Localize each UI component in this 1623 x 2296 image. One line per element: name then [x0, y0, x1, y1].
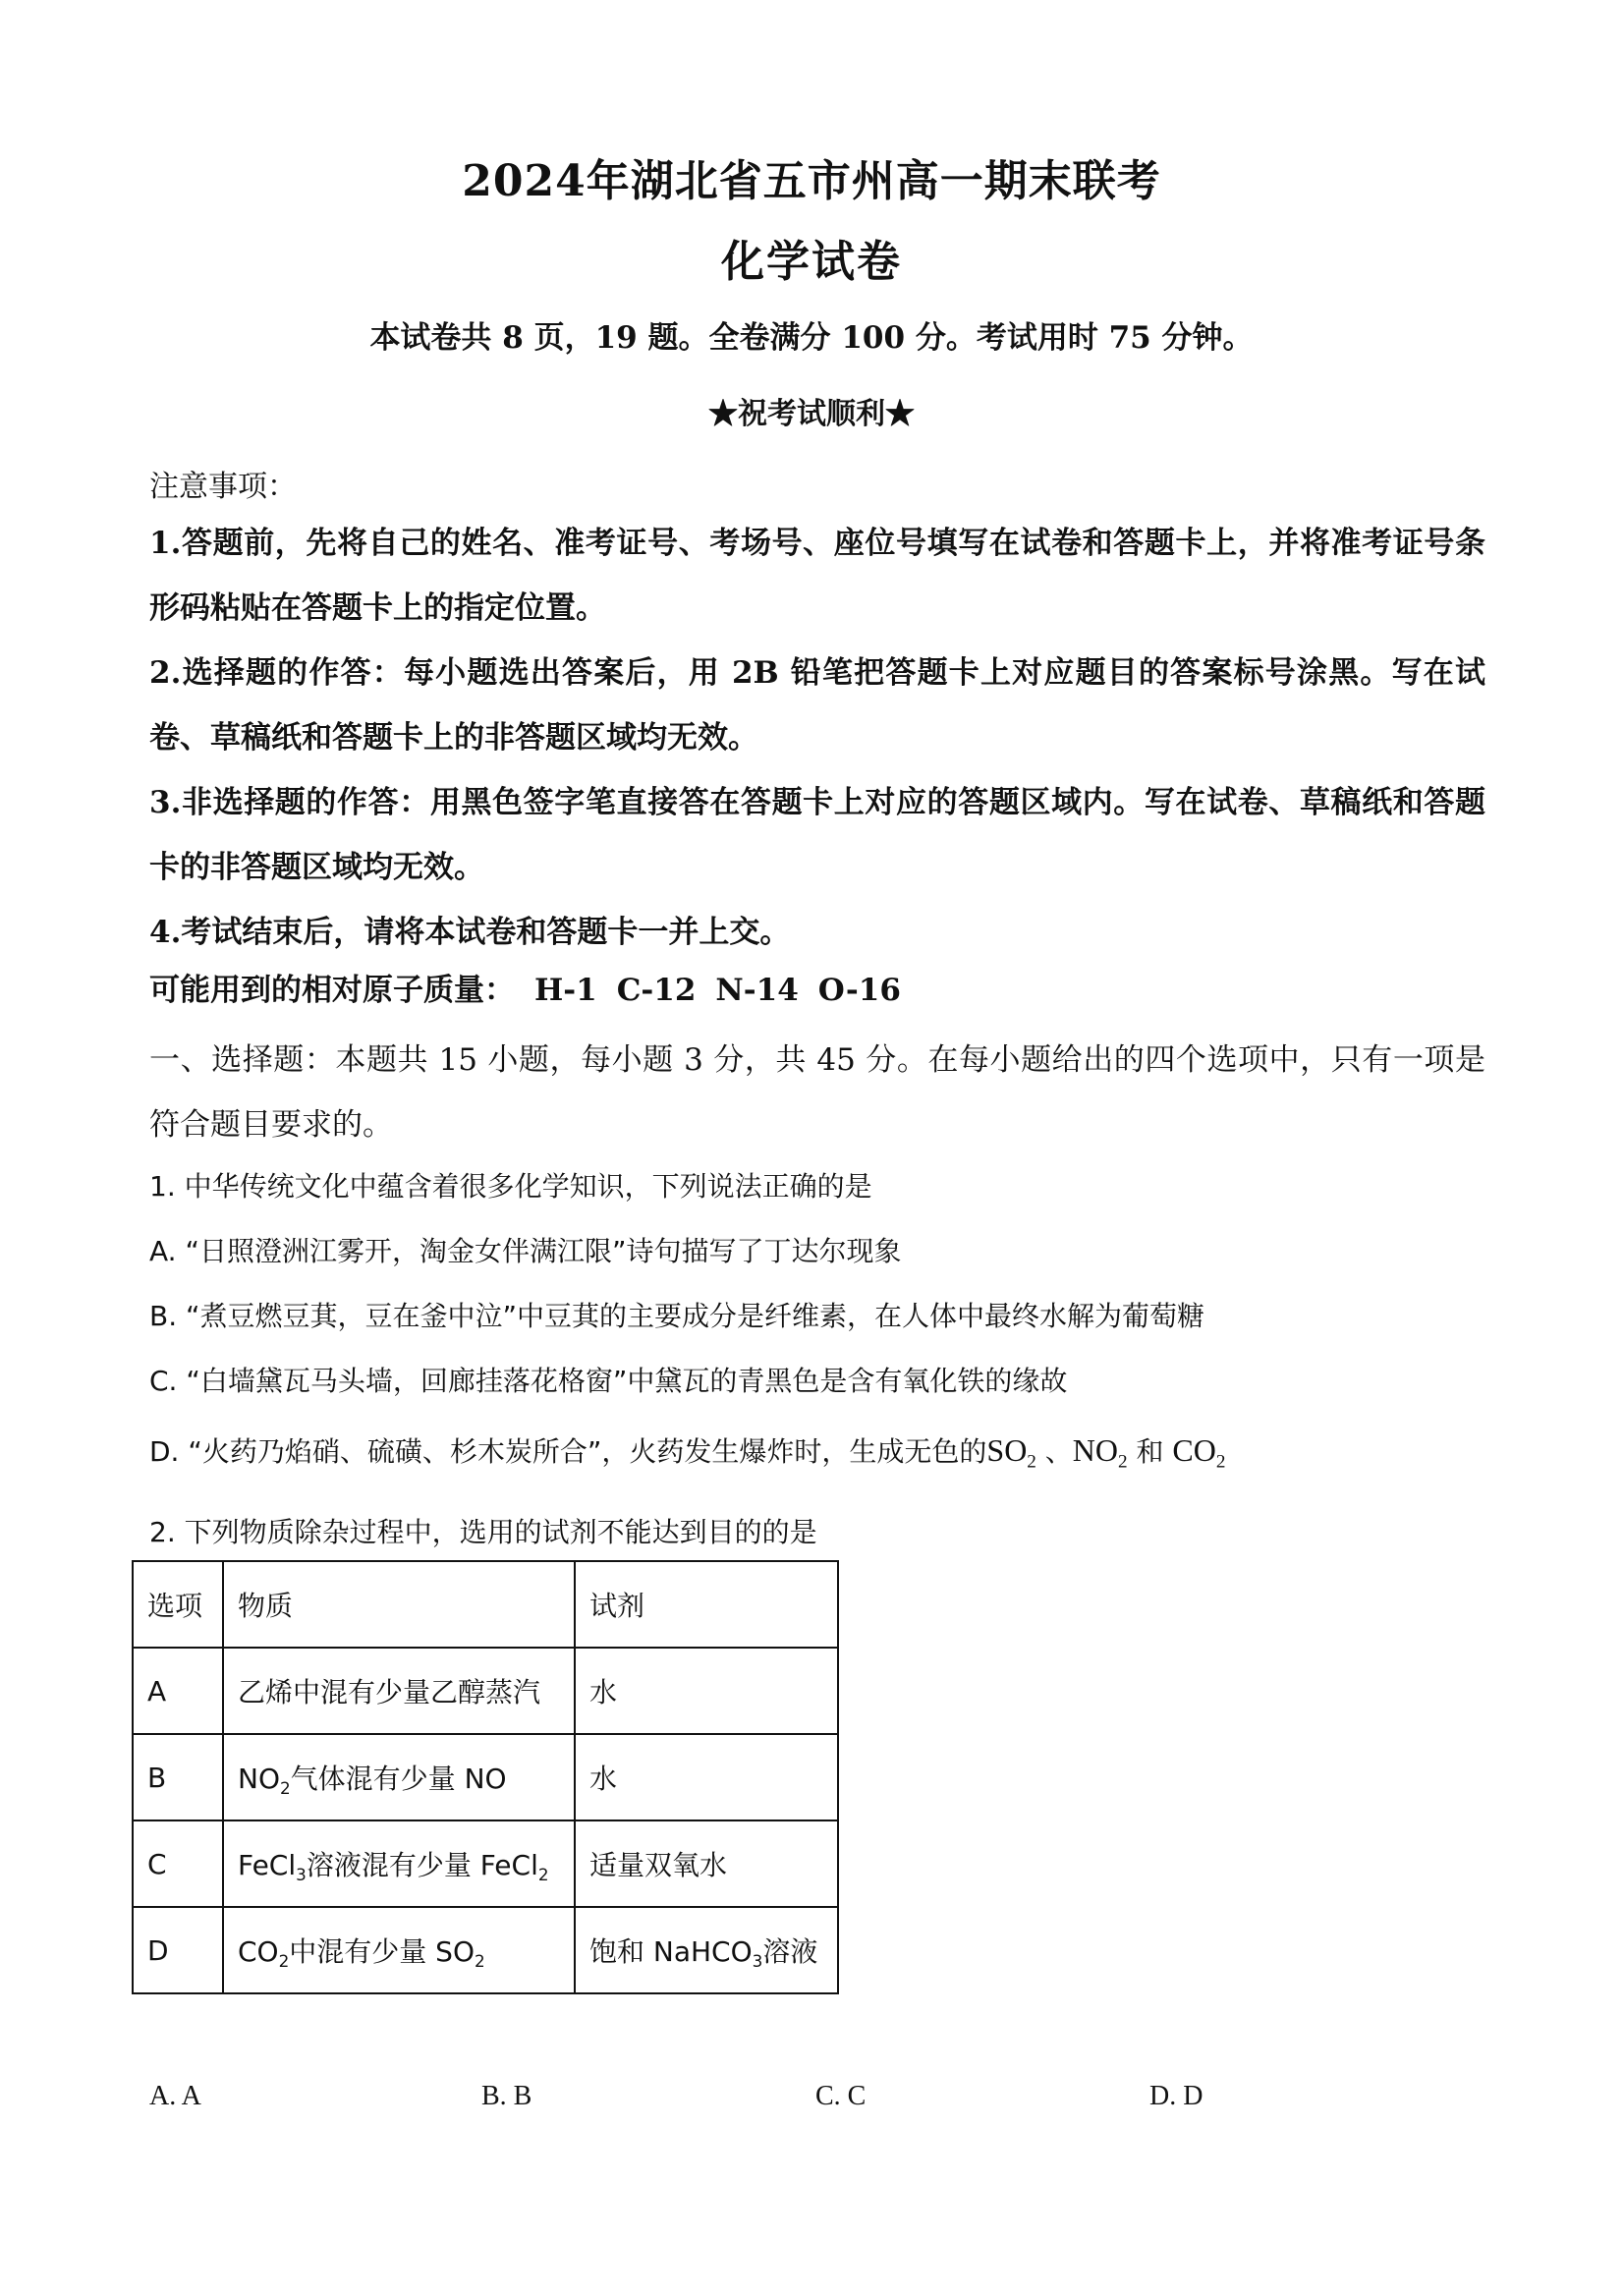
exam-wish: ★祝考试顺利★ — [708, 397, 915, 431]
substance-part: 气体混有少量 NO — [290, 1763, 507, 1795]
reagent-part: 饱和 NaHCO — [589, 1935, 753, 1968]
atomic-masses-label: 可能用到的相对原子质量： — [149, 973, 515, 1008]
note-item-3: 3.非选择题的作答：用黑色签字笔直接答在答题卡上对应的答题区域内。写在试卷、草稿纸和答题卡的非答题区域均无效。 — [149, 785, 1485, 885]
formula-so2 — [986, 1432, 1036, 1473]
question-2-answer-b: B. B — [481, 2081, 532, 2111]
table-cell-reagent: 水 — [575, 1648, 838, 1734]
question-2-answer-c: C. C — [815, 2081, 867, 2111]
option-d-separator: 、 — [1035, 1435, 1073, 1468]
question-1-stem: 1. 中华传统文化中蕴含着很多化学知识，下列说法正确的是 — [149, 1170, 872, 1203]
table-header-row — [133, 1561, 838, 1648]
substance-part: CO — [238, 1935, 279, 1968]
notes-heading: 注意事项： — [149, 470, 297, 504]
substance-part: FeCl — [238, 1849, 297, 1881]
table-cell-reagent: 水 — [575, 1734, 838, 1820]
option-d-and: 和 — [1127, 1435, 1173, 1468]
question-2-answer-d: D. D — [1149, 2081, 1203, 2111]
substance-part: 溶液混有少量 FeCl — [306, 1849, 538, 1881]
mass-o: O-16 — [817, 973, 901, 1008]
reagent-part: 溶液 — [762, 1935, 818, 1968]
formula-no2-base: NO — [1072, 1432, 1119, 1468]
table-cell-substance — [223, 1734, 575, 1820]
substance-sub: 2 — [537, 1864, 549, 1884]
table-cell-option: D — [133, 1907, 223, 1993]
table-row — [133, 1820, 838, 1907]
note-item-2: 2.选择题的作答：每小题选出答案后，用 2B 铅笔把答题卡上对应题目的答案标号涂黑。写在试卷、草稿纸和答题卡上的非答题区域均无效。 — [149, 655, 1485, 756]
exam-info: 本试卷共 8 页，19 题。全卷满分 100 分。考试用时 75 分钟。 — [369, 320, 1254, 356]
exam-subject: 化学试卷 — [721, 237, 902, 287]
question-1-option-b: B. “煮豆燃豆萁，豆在釜中泣”中豆萁的主要成分是纤维素，在人体中最终水解为葡萄糖 — [149, 1300, 1205, 1332]
formula-co2-base: CO — [1172, 1432, 1216, 1468]
table-cell-option: A — [133, 1648, 223, 1734]
question-1-option-a: A. “日照澄洲江雾开，淘金女伴满江限”诗句描写了丁达尔现象 — [149, 1235, 902, 1267]
note-item-1: 1.答题前，先将自己的姓名、准考证号、考场号、座位号填写在试卷和答题卡上，并将准考证号条形码粘贴在答题卡上的指定位置。 — [149, 526, 1485, 626]
table-row — [133, 1648, 838, 1734]
question-2-stem: 2. 下列物质除杂过程中，选用的试剂不能达到目的的是 — [149, 1516, 817, 1548]
table-cell-substance — [223, 1820, 575, 1907]
table-header-option: 选项 — [133, 1561, 223, 1648]
table-cell-option: B — [133, 1734, 223, 1820]
exam-title: 2024年湖北省五市州高一期末联考 — [462, 156, 1161, 206]
question-2-answer-a: A. A — [149, 2081, 201, 2111]
substance-sub: 2 — [279, 1777, 291, 1798]
substance-part: 中混有少量 SO — [289, 1935, 475, 1968]
table-cell-option: C — [133, 1820, 223, 1907]
table-cell-substance: 乙烯中混有少量乙醇蒸汽 — [223, 1648, 575, 1734]
table-row — [133, 1734, 838, 1820]
substance-sub: 2 — [475, 1950, 485, 1971]
note-item-4: 4.考试结束后，请将本试卷和答题卡一并上交。 — [149, 915, 791, 950]
substance-part: NO — [238, 1763, 280, 1795]
table-cell-reagent: 适量双氧水 — [575, 1820, 838, 1907]
table-cell-reagent — [575, 1907, 838, 1993]
table-header-substance: 物质 — [223, 1561, 575, 1648]
mass-n: N-14 — [715, 973, 799, 1008]
question-1-option-c: C. “白墙黛瓦马头墙，回廊挂落花格窗”中黛瓦的青黑色是含有氧化铁的缘故 — [149, 1365, 1068, 1397]
substance-sub: 3 — [296, 1864, 307, 1884]
reagent-sub: 3 — [752, 1950, 763, 1971]
atomic-masses — [149, 965, 901, 1009]
mass-c: C-12 — [616, 973, 697, 1008]
substance-sub: 2 — [278, 1950, 290, 1971]
formula-so2-base: SO — [986, 1432, 1028, 1468]
formula-no2 — [1072, 1432, 1128, 1473]
formula-co2 — [1172, 1432, 1226, 1473]
option-d-text: D. “火药乃焰硝、硫磺、杉木炭所合”，火药发生爆炸时，生成无色的 — [149, 1435, 987, 1468]
formula-co2-sub: 2 — [1215, 1451, 1226, 1473]
formula-so2-sub: 2 — [1027, 1451, 1036, 1473]
mass-h: H-1 — [534, 973, 597, 1008]
table-header-reagent: 试剂 — [575, 1561, 838, 1648]
formula-no2-sub: 2 — [1118, 1451, 1128, 1473]
table-row — [133, 1907, 838, 1993]
impurity-table — [132, 1560, 839, 1994]
table-cell-substance — [223, 1907, 575, 1993]
section-heading: 一、选择题：本题共 15 小题，每小题 3 分，共 45 分。在每小题给出的四个选项中，只有一项是符合题目要求的。 — [149, 1042, 1485, 1143]
question-1-option-d — [149, 1430, 1226, 1473]
